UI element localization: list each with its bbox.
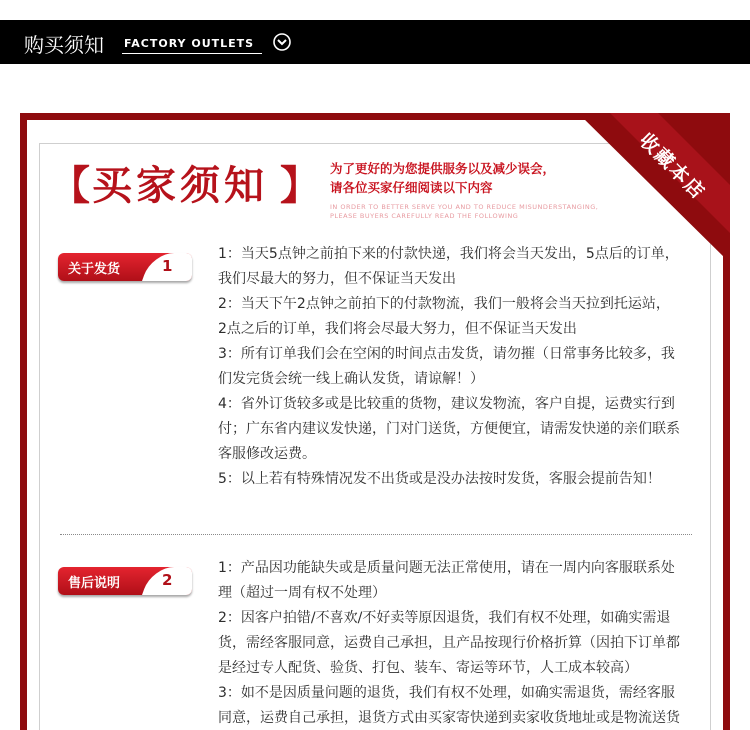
text-line: 1：当天5点钟之前拍下来的付款快递，我们将会当天发出，5点后的订单， [218,246,679,262]
header-underline [122,53,262,54]
header-title: 购买须知 [24,33,104,57]
headline-bracket-right: 】 [280,163,320,209]
section-shipping-text [218,242,704,492]
text-line: 是经过专人配货、验货、打包、装车、寄运等环节，人工成本较高） [218,660,638,676]
header-subtitle: FACTORY OUTLETS [124,37,255,50]
section-divider [60,534,692,535]
section-tab-label: 关于发货 [68,262,121,277]
text-line: 同意，运费自己承担，退货方式由买家寄快递到卖家收货地址或是物流送货 [218,710,680,726]
section-tab-after-sales [58,567,192,595]
text-line: 3：所有订单我们会在空闲的时间点击发货，请勿摧（日常事务比较多，我 [218,346,675,362]
headline-subtitle-2: 请各位买家仔细阅读以下内容 [330,180,493,195]
section-tab-number: 2 [162,571,173,589]
text-line: 2点之后的订单，我们将会尽最大努力，但不保证当天发出 [218,321,577,337]
headline-subtitle-1: 为了更好的为您提供服务以及减少误会， [330,161,556,176]
text-line: 1：产品因功能缺失或是质量问题无法正常使用，请在一周内向客服联系处 [218,560,675,576]
headline-bracket-left: 【 [50,163,90,209]
text-line: 付；广东省内建议发快递，门对门送货，方便便宜，请需发快递的亲们联系 [218,421,680,437]
headline-english-2: PLEASE BUYERS CAREFULLY READ THE FOLLOWING [330,212,519,220]
section-tab-label: 售后说明 [68,576,121,591]
text-line: 货，需经客服同意，运费自己承担，且产品按现行价格折算（因拍下订单都 [218,635,680,651]
section-after-sales-text [218,556,704,730]
text-line: 3：如不是因质量问题的退货，我们有权不处理，如确实需退货，需经客服 [218,685,675,701]
text-line: 4：省外订货较多或是比较重的货物，建议发物流，客户自提，运费实行到 [218,396,675,412]
text-line: 2：因客户拍错/不喜欢/不好卖等原因退货，我们有权不处理，如确实需退 [218,610,671,626]
headline-title: 买家须知 [92,163,268,209]
chevron-down-circle-icon[interactable] [273,33,291,51]
text-line: 客服修改运费。 [218,446,316,462]
text-line: 2：当天下午2点钟之前拍下的付款物流，我们一般将会当天拉到托运站， [218,296,670,312]
headline-english-1: IN ORDER TO BETTER SERVE YOU AND TO REDUCE MISUNDERSTANGING, [330,203,599,211]
ribbon-text: 收藏本店 [634,129,710,205]
top-header-bar [0,20,750,64]
text-line: 理（超过一周有权不处理） [218,585,386,601]
text-line: 我们尽最大的努力，但不保证当天发出 [218,271,456,287]
section-tab-shipping [58,253,192,281]
section-tab-number: 1 [162,257,173,275]
text-line: 5：以上若有特殊情况发不出货或是没办法按时发货，客服会提前告知！ [218,471,661,487]
text-line: 们发完货会统一线上确认发货，请谅解！） [218,371,484,387]
